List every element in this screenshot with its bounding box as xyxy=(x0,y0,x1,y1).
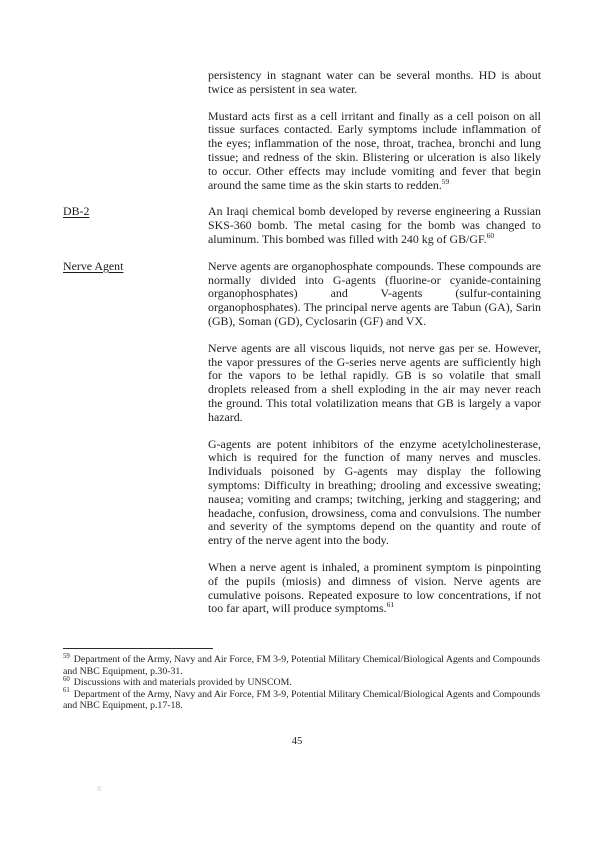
document-body xyxy=(63,69,541,629)
margin-label-column xyxy=(63,205,208,259)
paragraph-text: Mustard acts first as a cell irritant and finally as a cell poison on all tissue surfaces contacted. Early symptoms include inflammation of the eyes; inflammation of the nose, throat, trachea, bronchi and lung tissue; and redness of the skin. Blistering or ulceration is also likely to occur. Other effects may include vomiting and fever that begin around the same time as the skin starts to redden. xyxy=(208,108,541,192)
scan-artifact xyxy=(97,786,101,791)
footnote-ref-61: 61 xyxy=(386,600,395,610)
paragraph-mustard xyxy=(208,110,541,193)
paragraph-text: G-agents are potent inhibitors of the enzyme acetylcholinesterase, which is required for the function of many nerves and muscles. Individuals poisoned by G-agents may display the following symptoms: Difficulty in breathing; drooling and excessive sweating; nausea; vomiting and cramps; twitching, jerking and staggering; and headache, confusion, drowsiness, coma and convulsions. The number and severity of the symptoms depend on the quantity and route of entry of the nerve agent into the body. xyxy=(208,436,541,548)
footnote-text: Discussions with and materials provided by UNSCOM. xyxy=(73,677,292,688)
margin-label-nerve-agent: Nerve Agent xyxy=(63,258,124,273)
footnote-59 xyxy=(63,654,541,677)
footnote-number-59: 59 xyxy=(63,652,70,660)
paragraph-persistency xyxy=(208,69,541,97)
paragraph-db2-bomb xyxy=(208,205,541,246)
section-continuation xyxy=(63,69,541,205)
margin-label-db-2: DB-2 xyxy=(63,204,90,219)
paragraph-organophosphate xyxy=(208,260,541,329)
footnotes-block xyxy=(63,648,541,712)
paragraph-text: Nerve agents are organophosphate compounds. These compounds are normally divided into G-agents (fluorine-or cyanide-containing organophosphates) and V-agents (sulfur-containing organophosphates). The principal nerve agents are Tabun (GA), Sarin (GB), Soman (GD), Cyclosarin (GF) and VX. xyxy=(208,258,541,328)
paragraph-text: Nerve agents are all viscous liquids, not nerve gas per se. However, the vapor pressures of the G-series nerve agents are sufficiently high for the vapors to be lethal rapidly. GB is so volatile that small droplets released from a shell exploding in the air may never reach the ground. This total volatilization means that GB is largely a vapor hazard. xyxy=(208,340,541,424)
section-nerve-agent xyxy=(63,260,541,629)
page-number: 45 xyxy=(291,736,303,747)
paragraph-text: When a nerve agent is inhaled, a prominent symptom is pinpointing of the pupils (miosis) and dimness of vision. Nerve agents are cumulative poisons. Repeated exposure to low concentrations, if not too far apart, will produce symptoms. xyxy=(208,559,541,616)
paragraph-inhaled xyxy=(208,561,541,616)
footnote-separator-rule xyxy=(63,648,213,649)
paragraph-text: An Iraqi chemical bomb developed by reverse engineering a Russian SKS-360 bomb. The metal casing for the bomb was changed to aluminum. This bombed was filled with 240 kg of GB/GF. xyxy=(208,204,541,246)
footnote-number-60: 60 xyxy=(63,675,70,683)
footnote-text: Department of the Army, Navy and Air Force, FM 3-9, Potential Military Chemical/Biological Agents and Compounds and NBC Equipment, p.30-31. xyxy=(63,654,541,677)
section-text-column xyxy=(208,69,541,205)
margin-label-column xyxy=(63,69,208,205)
paragraph-viscous-liquids xyxy=(208,342,541,425)
margin-label-column xyxy=(63,260,208,629)
footnote-text: Department of the Army, Navy and Air Force, FM 3-9, Potential Military Chemical/Biological Agents and Compounds and NBC Equipment, p.17-18. xyxy=(63,688,541,711)
footnote-ref-60: 60 xyxy=(486,231,495,240)
section-text-column xyxy=(208,260,541,629)
paragraph-g-agents xyxy=(208,438,541,548)
section-db-2 xyxy=(63,205,541,259)
footnote-number-61: 61 xyxy=(63,687,70,695)
footnote-61 xyxy=(63,689,541,712)
section-text-column xyxy=(208,205,541,259)
footnote-60 xyxy=(63,677,541,689)
paragraph-text: persistency in stagnant water can be several months. HD is about twice as persistent in sea water. xyxy=(208,68,541,96)
footnote-ref-59: 59 xyxy=(441,176,450,186)
